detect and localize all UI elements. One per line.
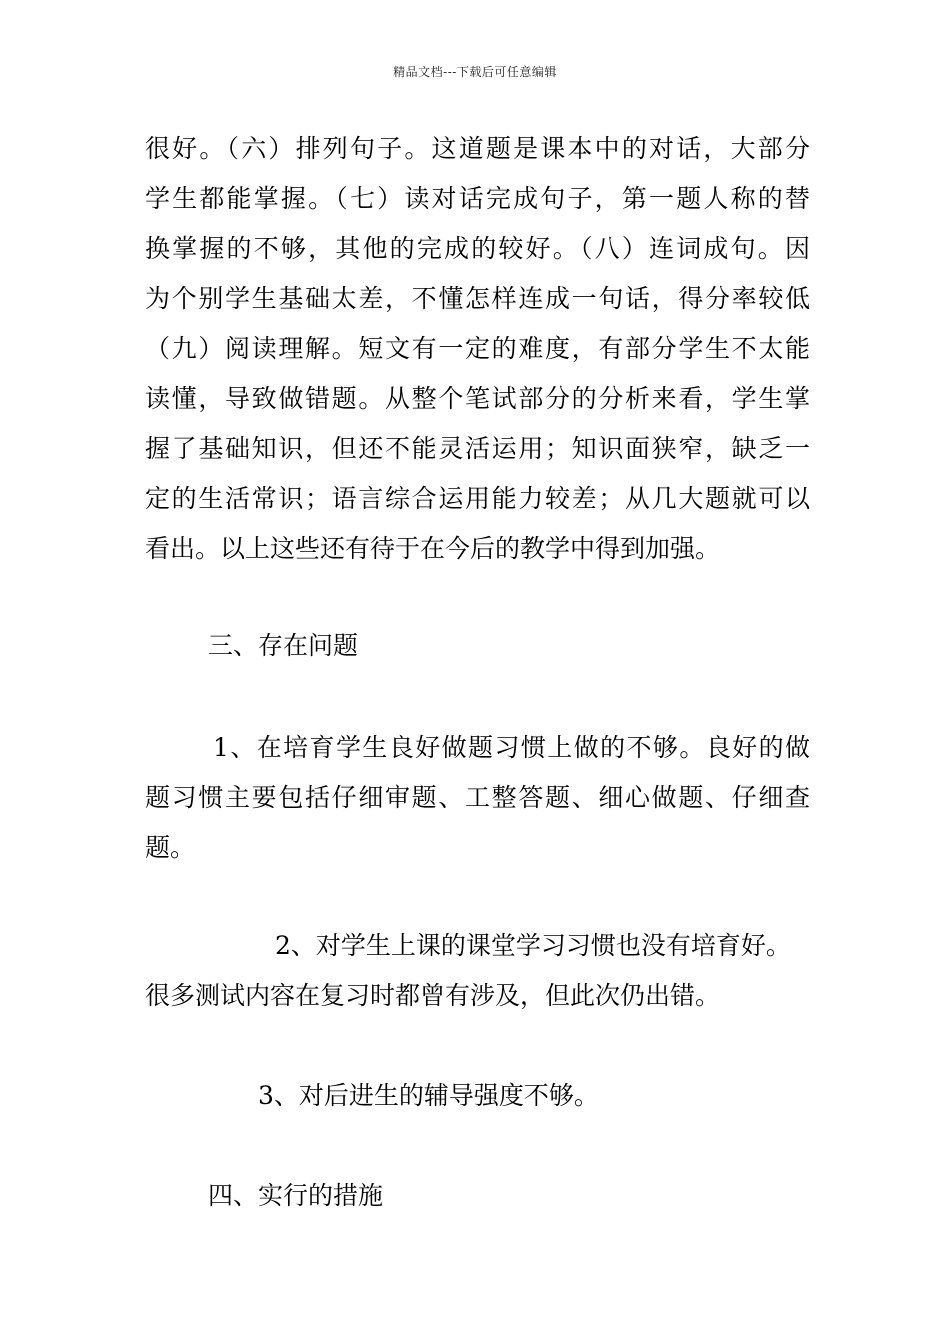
text-line: 读懂，导致做错题。从整个笔试部分的分析来看，学生掌 bbox=[145, 384, 810, 413]
problem-item-3: 3、对后进生的辅导强度不够。 bbox=[258, 1081, 599, 1110]
section-heading-problems: 三、存在问题 bbox=[208, 631, 359, 660]
text-line: 题。 bbox=[145, 833, 196, 862]
page-header: 精品文档---下载后可任意编辑 bbox=[393, 65, 557, 79]
text-line: 题习惯主要包括仔细审题、工整答题、细心做题、仔细查 bbox=[145, 783, 810, 812]
text-line: 2、对学生上课的课堂学习习惯也没有培育好。 bbox=[275, 931, 791, 960]
problem-item-1 bbox=[145, 723, 810, 873]
text-line: （九）阅读理解。短文有一定的难度，有部分学生不太能 bbox=[145, 334, 810, 363]
section-heading-measures: 四、实行的措施 bbox=[208, 1181, 384, 1210]
text-line: 定的生活常识；语言综合运用能力较差；从几大题就可以 bbox=[145, 484, 810, 513]
paragraph-analysis bbox=[145, 124, 810, 574]
text-line: 看出。以上这些还有待于在今后的教学中得到加强。 bbox=[145, 534, 721, 563]
text-line: 为个别学生基础太差，不懂怎样连成一句话，得分率较低 bbox=[145, 284, 810, 313]
text-line: 握了基础知识，但还不能灵活运用；知识面狭窄，缺乏一 bbox=[145, 434, 810, 463]
text-line: 很好。（六）排列句子。这道题是课本中的对话，大部分 bbox=[145, 134, 810, 163]
text-line: 1、在培育学生良好做题习惯上做的不够。良好的做 bbox=[213, 733, 810, 762]
text-line: 学生都能掌握。（七）读对话完成句子，第一题人称的替 bbox=[145, 184, 810, 213]
text-line: 很多测试内容在复习时都曾有涉及，但此次仍出错。 bbox=[145, 981, 721, 1010]
problem-item-2 bbox=[145, 921, 810, 1021]
text-line: 换掌握的不够，其他的完成的较好。（八）连词成句。因 bbox=[145, 234, 810, 263]
